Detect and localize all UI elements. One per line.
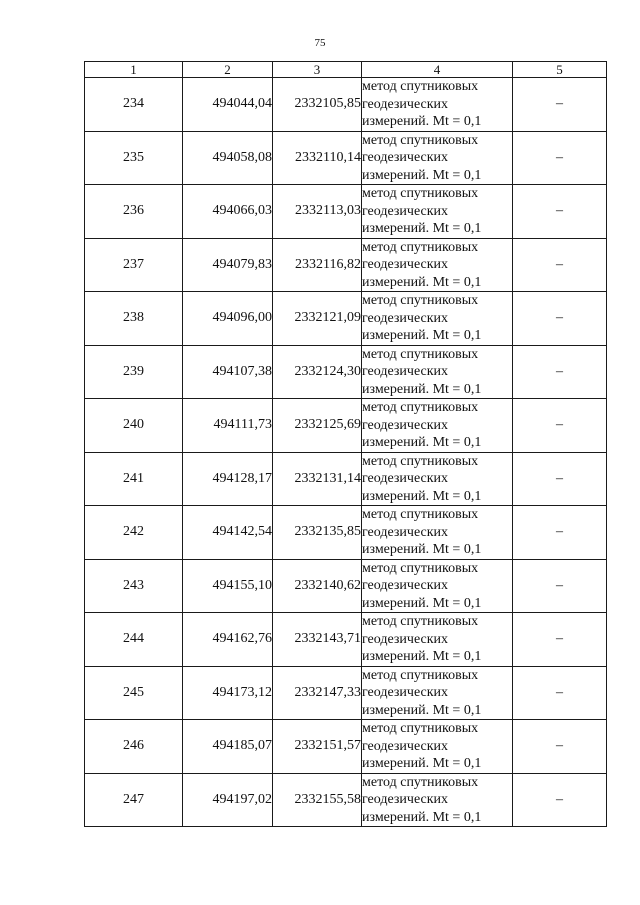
- note-cell: –: [513, 292, 607, 346]
- method-line: геодезических: [362, 524, 449, 540]
- table-row: [85, 238, 607, 292]
- table-row: [85, 78, 607, 132]
- method-cell: [362, 666, 513, 720]
- column-header: 1: [85, 62, 183, 78]
- method-line: метод спутниковых: [362, 614, 479, 629]
- y-coordinate-cell: 2332155,58: [273, 773, 362, 827]
- column-header: 4: [362, 62, 513, 78]
- y-coordinate-cell: 2332147,33: [273, 666, 362, 720]
- method-line: метод спутниковых: [362, 667, 479, 683]
- table-row: [85, 666, 607, 720]
- method-line: геодезических: [362, 471, 449, 486]
- method-line: метод спутниковых: [362, 293, 479, 308]
- note-cell: –: [513, 559, 607, 613]
- y-coordinate-cell: 2332125,69: [273, 399, 362, 453]
- note-cell: –: [513, 773, 607, 827]
- x-coordinate-cell: 494128,17: [183, 452, 273, 506]
- table-row: [85, 399, 607, 453]
- point-number-cell: 245: [85, 666, 183, 720]
- table-body: [85, 78, 607, 827]
- note-cell: –: [513, 720, 607, 774]
- x-coordinate-cell: 494096,00: [183, 292, 273, 346]
- y-coordinate-cell: 2332131,14: [273, 452, 362, 506]
- point-number-cell: 238: [85, 292, 183, 346]
- x-coordinate-cell: 494142,54: [183, 506, 273, 560]
- method-line: метод спутниковых: [362, 560, 479, 576]
- method-line: измерений. Mt = 0,1: [362, 114, 482, 129]
- column-header: 2: [183, 62, 273, 78]
- x-coordinate-cell: 494079,83: [183, 238, 273, 292]
- point-number-cell: 243: [85, 559, 183, 613]
- note-cell: –: [513, 613, 607, 667]
- column-header: 5: [513, 62, 607, 78]
- x-coordinate-cell: 494197,02: [183, 773, 273, 827]
- table-row: [85, 131, 607, 185]
- method-line: геодезических: [362, 631, 449, 647]
- note-cell: –: [513, 399, 607, 453]
- method-cell: [362, 773, 513, 827]
- method-cell: [362, 452, 513, 506]
- note-cell: –: [513, 666, 607, 720]
- y-coordinate-cell: 2332135,85: [273, 506, 362, 560]
- method-cell: [362, 613, 513, 667]
- method-line: геодезических: [362, 257, 449, 272]
- y-coordinate-cell: 2332151,57: [273, 720, 362, 774]
- x-coordinate-cell: 494185,07: [183, 720, 273, 774]
- method-line: измерений. Mt = 0,1: [362, 488, 482, 504]
- method-line: измерений. Mt = 0,1: [362, 274, 482, 290]
- note-cell: –: [513, 452, 607, 506]
- x-coordinate-cell: 494066,03: [183, 185, 273, 239]
- point-number-cell: 244: [85, 613, 183, 667]
- y-coordinate-cell: 2332121,09: [273, 292, 362, 346]
- table-row: [85, 506, 607, 560]
- method-line: измерений. Mt = 0,1: [362, 167, 482, 183]
- x-coordinate-cell: 494107,38: [183, 345, 273, 399]
- method-cell: [362, 399, 513, 453]
- method-line: метод спутниковых: [362, 79, 479, 94]
- table-row: [85, 720, 607, 774]
- point-number-cell: 237: [85, 238, 183, 292]
- x-coordinate-cell: 494111,73: [183, 399, 273, 453]
- x-coordinate-cell: 494044,04: [183, 78, 273, 132]
- method-line: геодезических: [362, 417, 449, 433]
- note-cell: –: [513, 345, 607, 399]
- coordinates-table: [84, 61, 607, 827]
- method-line: измерений. Mt = 0,1: [362, 381, 482, 397]
- method-line: геодезических: [362, 150, 449, 165]
- method-line: метод спутниковых: [362, 132, 479, 148]
- method-line: метод спутниковых: [362, 721, 479, 736]
- method-line: метод спутниковых: [362, 453, 479, 469]
- method-line: геодезических: [362, 792, 449, 807]
- note-cell: –: [513, 78, 607, 132]
- point-number-cell: 242: [85, 506, 183, 560]
- method-line: измерений. Mt = 0,1: [362, 542, 482, 557]
- note-cell: –: [513, 131, 607, 185]
- method-line: геодезических: [362, 738, 449, 754]
- y-coordinate-cell: 2332140,62: [273, 559, 362, 613]
- point-number-cell: 234: [85, 78, 183, 132]
- method-line: геодезических: [362, 685, 449, 700]
- table-row: [85, 613, 607, 667]
- table-row: [85, 559, 607, 613]
- method-cell: [362, 238, 513, 292]
- x-coordinate-cell: 494058,08: [183, 131, 273, 185]
- x-coordinate-cell: 494155,10: [183, 559, 273, 613]
- method-cell: [362, 78, 513, 132]
- method-line: измерений. Mt = 0,1: [362, 809, 482, 825]
- y-coordinate-cell: 2332124,30: [273, 345, 362, 399]
- method-line: метод спутниковых: [362, 346, 479, 362]
- method-line: измерений. Mt = 0,1: [362, 435, 482, 450]
- method-cell: [362, 559, 513, 613]
- method-line: геодезических: [362, 578, 449, 593]
- column-header: 3: [273, 62, 362, 78]
- table-row: [85, 773, 607, 827]
- method-line: измерений. Mt = 0,1: [362, 328, 482, 343]
- point-number-cell: 236: [85, 185, 183, 239]
- x-coordinate-cell: 494162,76: [183, 613, 273, 667]
- method-line: измерений. Mt = 0,1: [362, 756, 482, 771]
- y-coordinate-cell: 2332105,85: [273, 78, 362, 132]
- method-cell: [362, 131, 513, 185]
- method-line: метод спутниковых: [362, 507, 479, 522]
- point-number-cell: 235: [85, 131, 183, 185]
- method-cell: [362, 720, 513, 774]
- page-number: 75: [314, 37, 326, 49]
- table-row: [85, 452, 607, 506]
- method-cell: [362, 185, 513, 239]
- y-coordinate-cell: 2332116,82: [273, 238, 362, 292]
- method-cell: [362, 345, 513, 399]
- table-row: [85, 292, 607, 346]
- point-number-cell: 246: [85, 720, 183, 774]
- method-line: геодезических: [362, 364, 449, 379]
- method-line: измерений. Mt = 0,1: [362, 649, 482, 664]
- method-line: геодезических: [362, 203, 449, 219]
- method-cell: [362, 292, 513, 346]
- method-line: измерений. Mt = 0,1: [362, 702, 482, 718]
- table-row: [85, 185, 607, 239]
- note-cell: –: [513, 185, 607, 239]
- point-number-cell: 239: [85, 345, 183, 399]
- method-line: метод спутниковых: [362, 400, 479, 415]
- method-line: метод спутниковых: [362, 239, 479, 255]
- method-cell: [362, 506, 513, 560]
- method-line: геодезических: [362, 96, 449, 112]
- table-header-row: [85, 62, 607, 78]
- point-number-cell: 240: [85, 399, 183, 453]
- point-number-cell: 241: [85, 452, 183, 506]
- method-line: метод спутниковых: [362, 186, 479, 201]
- table-row: [85, 345, 607, 399]
- y-coordinate-cell: 2332110,14: [273, 131, 362, 185]
- x-coordinate-cell: 494173,12: [183, 666, 273, 720]
- note-cell: –: [513, 238, 607, 292]
- y-coordinate-cell: 2332143,71: [273, 613, 362, 667]
- method-line: измерений. Mt = 0,1: [362, 595, 482, 611]
- point-number-cell: 247: [85, 773, 183, 827]
- method-line: измерений. Mt = 0,1: [362, 221, 482, 236]
- note-cell: –: [513, 506, 607, 560]
- method-line: геодезических: [362, 310, 449, 326]
- method-line: метод спутниковых: [362, 774, 479, 790]
- y-coordinate-cell: 2332113,03: [273, 185, 362, 239]
